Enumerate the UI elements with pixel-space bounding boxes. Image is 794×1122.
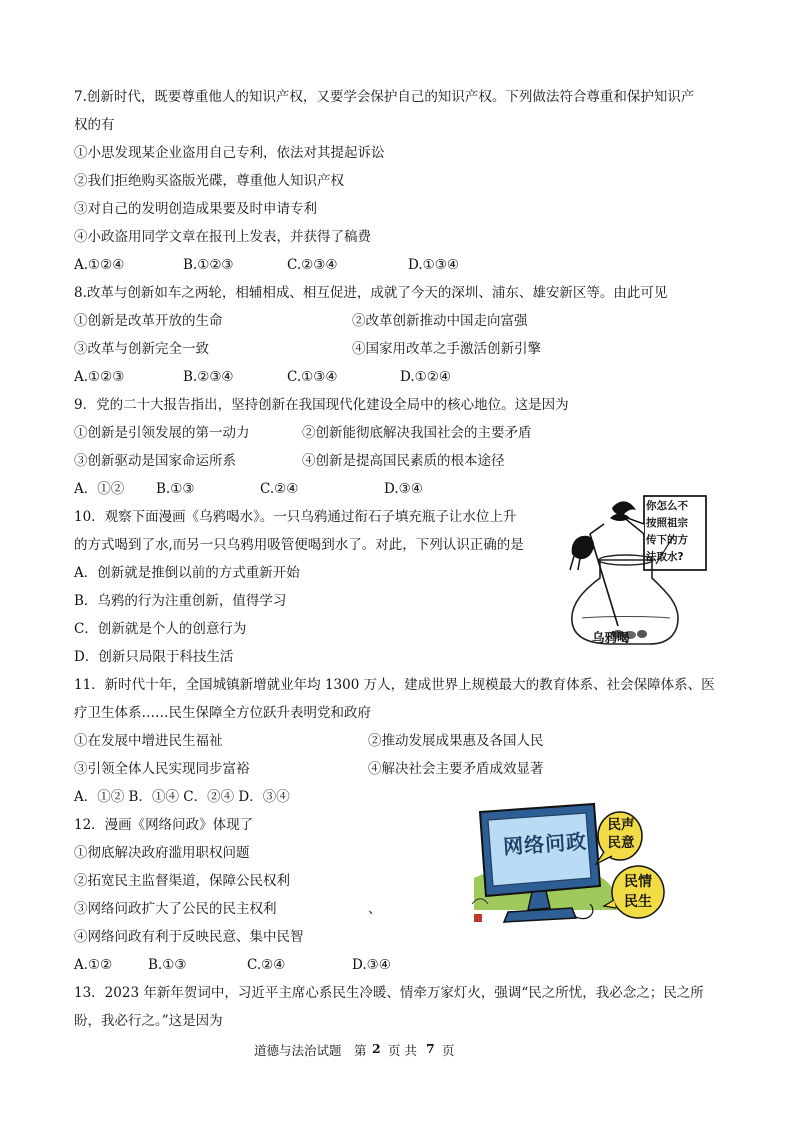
q10-stem-line2: 的方式喝到了水,而另一只乌鸦用吸管便喝到水了。对此，下列认识正确的是 (74, 537, 524, 553)
q9-item-3: ③创新驱动是国家命运所系 (74, 453, 236, 469)
q13-stem-line1: 13．2023 年新年贺词中，习近平主席心系民生冷暖、情牵万家灯火，强调“民之所忧，我必念之；民之所 (74, 985, 704, 1001)
q9-option-a: A．①② (74, 481, 125, 497)
crow-cartoon-caption: 乌鸦喝 (592, 630, 630, 645)
q12-option-c: C.②④ (247, 957, 286, 973)
q9-stem: 9．党的二十大报告指出，坚持创新在我国现代化建设全局中的核心地位。这是因为 (74, 397, 569, 413)
q12-option-a: A.①② (74, 957, 113, 973)
q12-stem: 12．漫画《网络问政》体现了 (74, 817, 254, 833)
q7-item-1: ①小思发现某企业盗用自己专利，依法对其提起诉讼 (74, 145, 385, 161)
q11-stem-line1: 11．新时代十年，全国城镇新增就业年均 1300 万人，建成世界上规模最大的教育体系、社会保障体系、医 (74, 677, 715, 693)
q10-stem-line1: 10．观察下面漫画《乌鸦喝水》。一只乌鸦通过衔石子填充瓶子让水位上升 (74, 509, 517, 525)
network-governance-cartoon (468, 800, 678, 936)
footer-page-total: 7 (426, 1041, 435, 1056)
q8-item-1: ①创新是改革开放的生命 (74, 313, 223, 329)
q11-item-1: ①在发展中增进民生福祉 (74, 733, 223, 749)
q7-item-3: ③对自己的发明创造成果要及时申请专利 (74, 201, 317, 217)
q10-option-a: A．创新就是推倒以前的方式重新开始 (74, 565, 300, 581)
q7-option-b: B.①②③ (183, 257, 234, 273)
q12-item-1: ①彻底解决政府滥用职权问题 (74, 845, 250, 861)
q8-option-d: D.①②④ (400, 369, 451, 385)
crow-cartoon (560, 494, 710, 654)
crow-speech-line-4: 法取水? (646, 551, 684, 563)
q7-stem-line2: 权的有 (74, 117, 115, 133)
q11-item-3: ③引领全体人民实现同步富裕 (74, 761, 250, 777)
q8-option-a: A.①②③ (74, 369, 125, 385)
q10-option-c: C．创新就是个人的创意行为 (74, 621, 247, 637)
footer-subject: 道德与法治试题 (254, 1043, 342, 1058)
q8-option-c: C.①③④ (287, 369, 338, 385)
q7-stem-line1: 7.创新时代，既要尊重他人的知识产权，又要学会保护自己的知识产权。下列做法符合尊重和保护知识产 (74, 89, 695, 105)
crow-speech-line-2: 按照祖宗 (646, 517, 688, 529)
q11-item-4: ④解决社会主要矛盾成效显著 (368, 761, 544, 777)
q12-item-4: ④网络问政有利于反映民意、集中民智 (74, 929, 304, 945)
q7-item-2: ②我们拒绝购买盗版光碟，尊重他人知识产权 (74, 173, 344, 189)
q9-option-d: D.③④ (384, 481, 423, 497)
bubble2-line2: 民生 (624, 894, 652, 910)
q12-item-2: ②拓宽民主监督渠道，保障公民权利 (74, 873, 290, 889)
q8-item-2: ②改革创新推动中国走向富强 (352, 313, 528, 329)
q9-option-b: B.①③ (156, 481, 195, 497)
q13-stem-line2: 盼，我必行之。”这是因为 (74, 1013, 223, 1029)
q9-item-4: ④创新是提高国民素质的根本途径 (302, 453, 505, 469)
q7-option-c: C.②③④ (287, 257, 338, 273)
bubble2-line1: 民情 (624, 874, 652, 890)
network-governance-screen-text: 网络问政 (502, 829, 588, 859)
q7-option-a: A.①②④ (74, 257, 125, 273)
bubble1-line2: 民意 (607, 835, 635, 851)
crow-speech-line-1: 你怎么不 (646, 500, 688, 512)
q12-stray-mark: 、 (368, 901, 382, 917)
footer-page-mid: 页 共 (388, 1043, 417, 1058)
q10-option-b: B．乌鸦的行为注重创新，值得学习 (74, 593, 287, 609)
q11-item-2: ②推动发展成果惠及各国人民 (368, 733, 544, 749)
crow-speech-line-3: 传下的方 (646, 534, 688, 546)
q9-option-c: C.②④ (260, 481, 299, 497)
q10-option-d: D．创新只局限于科技生活 (74, 649, 234, 665)
q9-item-2: ②创新能彻底解决我国社会的主要矛盾 (302, 425, 532, 441)
q12-option-b: B.①③ (148, 957, 187, 973)
q8-item-4: ④国家用改革之手激活创新引擎 (352, 341, 541, 357)
footer-page-prefix: 第 (354, 1043, 367, 1058)
bubble1-line1: 民声 (607, 817, 635, 833)
footer-page-number: 2 (372, 1041, 381, 1056)
footer-page-suffix: 页 (442, 1043, 455, 1058)
q9-item-1: ①创新是引领发展的第一动力 (74, 425, 250, 441)
q12-item-3: ③网络问政扩大了公民的民主权利 (74, 901, 277, 917)
q7-option-d: D.①③④ (408, 257, 459, 273)
q8-stem: 8.改革与创新如车之两轮，相辅相成、相互促进，成就了今天的深圳、浦东、雄安新区等。由此可见 (74, 285, 668, 301)
bubble-minqing-minsheng (620, 872, 656, 912)
q11-stem-line2: 疗卫生体系……民生保障全方位跃升表明党和政府 (74, 705, 371, 721)
q12-option-d: D.③④ (352, 957, 391, 973)
q7-item-4: ④小政盗用同学文章在报刊上发表，并获得了稿费 (74, 229, 371, 245)
bubble-minsheng-minyi (604, 816, 638, 852)
q8-option-b: B.②③④ (183, 369, 234, 385)
q11-options: A．①② B．①④ C．②④ D．③④ (74, 789, 290, 805)
crow-speech-bubble (646, 498, 706, 566)
network-governance-drawing (468, 800, 678, 936)
q8-item-3: ③改革与创新完全一致 (74, 341, 209, 357)
